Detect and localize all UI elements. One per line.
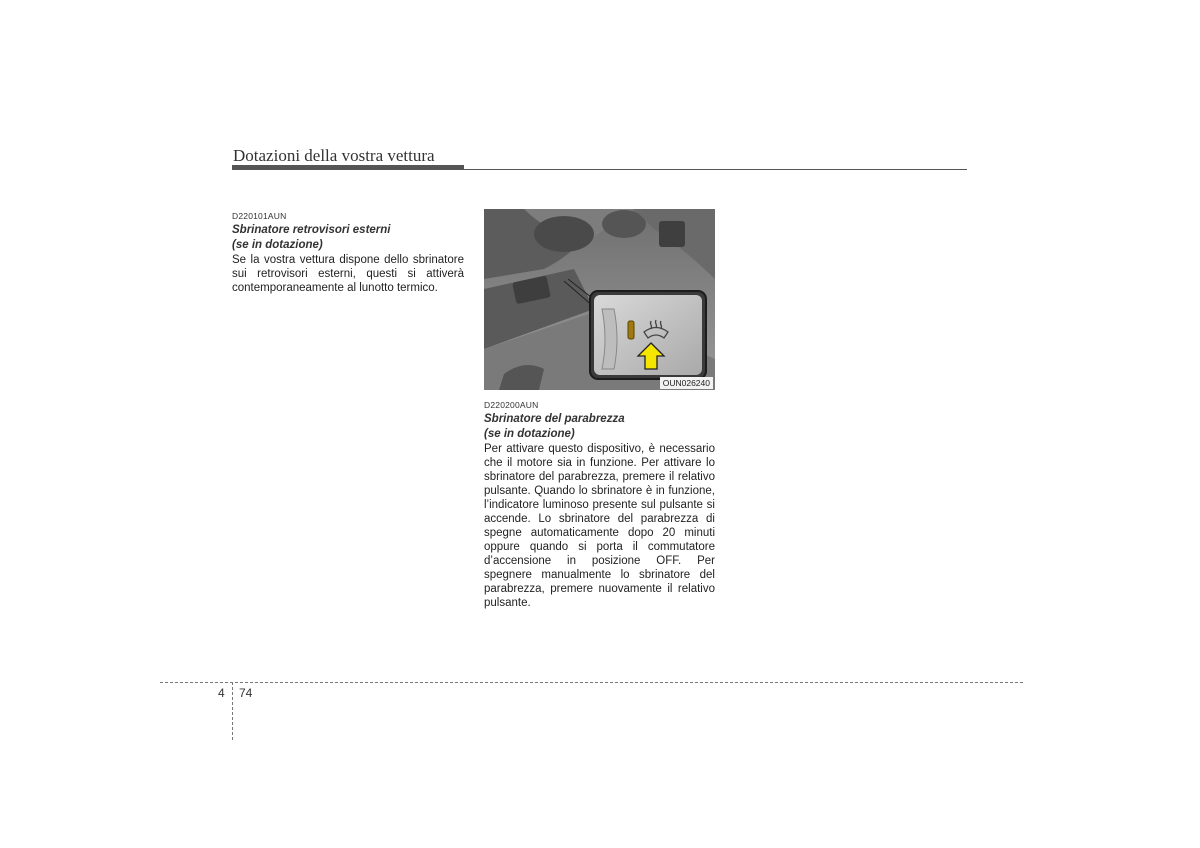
- footer-divider: [232, 682, 233, 740]
- section-code: D220200AUN: [484, 400, 539, 410]
- section-heading: [232, 223, 464, 253]
- figure-caption: OUN026240: [660, 377, 713, 389]
- page-header-title: Dotazioni della vostra vettura: [233, 146, 435, 165]
- section-heading-line2: (se in dotazione): [484, 428, 575, 440]
- section-heading: [484, 412, 715, 442]
- footer-rule: [160, 682, 1023, 683]
- section-heading-line2: (se in dotazione): [232, 239, 323, 251]
- section-body: Per attivare questo dispositivo, è necessario che il motore sia in funzione. Per attivare lo sbrinatore del parabrezza, premere il relativo pulsante. Quando lo sbrinatore è in funzione, l’indicatore luminoso presente sul pulsante si accende. Lo sbrinatore del parabrezza di spegne automaticamente dopo 20 minuti oppure quando si porta il commutatore d’accensione in posizione OFF. Per spegnere manualmente lo sbrinatore del parabrezza, premere nuovamente il relativo pulsante.: [484, 443, 715, 609]
- page-number: 74: [239, 686, 253, 700]
- chapter-number: 4: [218, 686, 225, 700]
- section-windshield-defroster: [484, 400, 715, 610]
- section-mirror-defroster: [232, 211, 464, 295]
- section-heading-line1: Sbrinatore del parabrezza: [484, 413, 625, 425]
- header-rule-thick: [232, 165, 464, 170]
- dashboard-illustration-svg: [484, 209, 715, 390]
- dashboard-illustration: [484, 209, 715, 390]
- section-heading-line1: Sbrinatore retrovisori esterni: [232, 224, 391, 236]
- section-code: D220101AUN: [232, 211, 287, 221]
- section-body: Se la vostra vettura dispone dello sbrinatore sui retrovisori esterni, questi si attiverà contemporaneamente al lunotto termico.: [232, 254, 464, 294]
- header-rule-thin: [464, 169, 967, 170]
